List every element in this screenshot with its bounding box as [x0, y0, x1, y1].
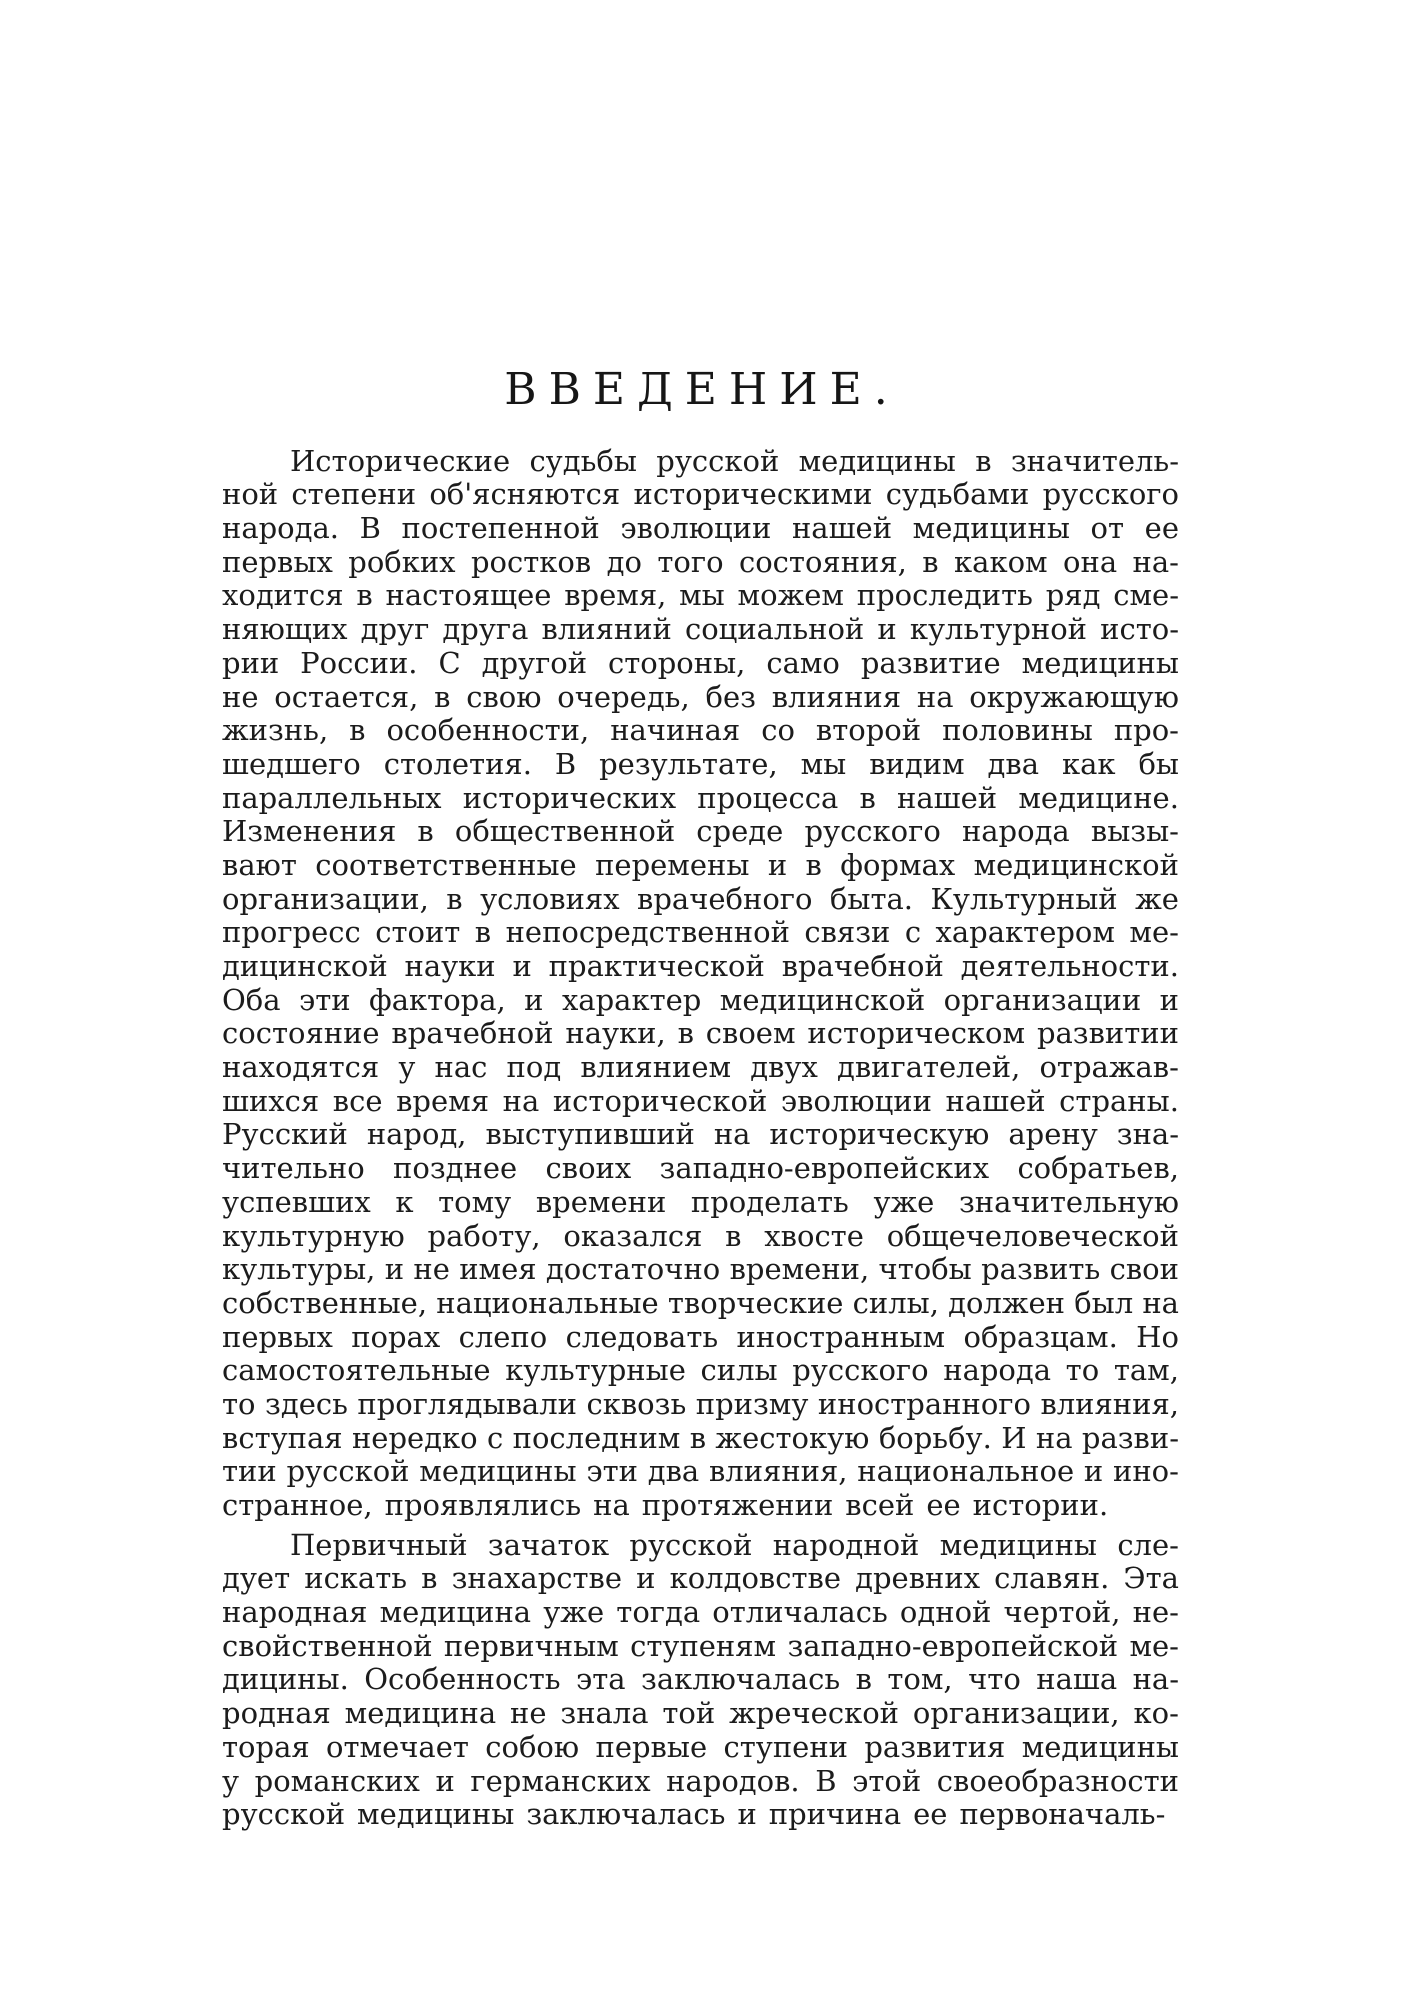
- text-line: шихся все время на исторической эволюции нашей страны.: [222, 1083, 1179, 1118]
- text-line: няющих друг друга влияний социальной и культурной исто-: [222, 612, 1179, 647]
- text-line: вают соответственные перемены и в формах медицинской: [222, 847, 1179, 882]
- text-line: организации, в условиях врачебного быта. Культурный же: [222, 881, 1179, 916]
- text-line: народная медицина уже тогда отличалась одной чертой, не-: [222, 1595, 1179, 1630]
- text-line: Исторические судьбы русской медицины в значитель-: [290, 443, 1179, 478]
- text-line: свойственной первичным ступеням западно-европейской ме-: [222, 1628, 1179, 1663]
- text-line: странное, проявлялись на протяжении всей ее истории.: [222, 1488, 1109, 1522]
- text-line: ной степени об'ясняются историческими судьбами русского: [222, 477, 1179, 512]
- text-line: культурную работу, оказался в хвосте общечеловеческой: [222, 1218, 1179, 1253]
- text-line: жизнь, в особенности, начиная со второй половины про-: [222, 713, 1179, 748]
- page-title: ВВЕДЕНИЕ.: [504, 364, 900, 415]
- text-line: самостоятельные культурные силы русского народа то там,: [222, 1353, 1179, 1388]
- text-line: торая отмечает собою первые ступени развития медицины: [222, 1729, 1179, 1764]
- text-line: Первичный зачаток русской народной медицины сле-: [290, 1527, 1179, 1562]
- text-line: Оба эти фактора, и характер медицинской организации и: [222, 982, 1179, 1017]
- text-line: культуры, и не имея достаточно времени, чтобы развить свои: [222, 1252, 1179, 1287]
- text-line: параллельных исторических процесса в нашей медицине.: [222, 780, 1179, 815]
- text-line: народа. В постепенной эволюции нашей медицины от ее: [222, 511, 1179, 546]
- text-line: находятся у нас под влиянием двух двигателей, отражав-: [222, 1050, 1179, 1085]
- text-line: шедшего столетия. В результате, мы видим два как бы: [222, 746, 1179, 781]
- text-line: ходится в настоящее время, мы можем проследить ряд сме-: [222, 578, 1179, 613]
- text-line: не остается, в свою очередь, без влияния на окружающую: [222, 679, 1179, 714]
- text-line: у романских и германских народов. В этой своеобразности: [222, 1763, 1179, 1798]
- text-line: дицины. Особенность эта заключалась в том, что наша на-: [222, 1662, 1179, 1697]
- body-text: [222, 442, 1179, 1832]
- text-line: состояние врачебной науки, в своем историческом развитии: [222, 1016, 1179, 1051]
- text-line: рии России. С другой стороны, само развитие медицины: [222, 645, 1179, 680]
- text-line: успевших к тому времени проделать уже значительную: [222, 1184, 1179, 1219]
- text-line: родная медицина не знала той жреческой организации, ко-: [222, 1696, 1179, 1731]
- text-line: Изменения в общественной среде русского народа вызы-: [222, 814, 1179, 849]
- text-line: чительно позднее своих западно-европейских собратьев,: [222, 1151, 1179, 1186]
- text-line: прогресс стоит в непосредственной связи с характером ме-: [222, 915, 1179, 950]
- text-line: вступая нередко с последним в жестокую борьбу. И на разви-: [222, 1420, 1179, 1455]
- text-line: собственные, национальные творческие силы, должен был на: [222, 1285, 1179, 1320]
- text-line: тии русской медицины эти два влияния, национальное и ино-: [222, 1454, 1179, 1489]
- text-line: Русский народ, выступивший на историческую арену зна-: [222, 1117, 1179, 1152]
- paragraph: [222, 1526, 1179, 1832]
- text-line: русской медицины заключалась и причина ее первоначаль-: [222, 1797, 1166, 1832]
- text-line: то здесь проглядывали сквозь призму иностранного влияния,: [222, 1386, 1179, 1421]
- text-line: дицинской науки и практической врачебной деятельности.: [222, 949, 1179, 983]
- text-line: первых порах слепо следовать иностранным образцам. Но: [222, 1319, 1179, 1354]
- text-line: первых робких ростков до того состояния, в каком она на-: [222, 544, 1179, 579]
- text-line: дует искать в знахарстве и колдовстве древних славян. Эта: [222, 1561, 1179, 1596]
- paragraph: [222, 442, 1179, 1520]
